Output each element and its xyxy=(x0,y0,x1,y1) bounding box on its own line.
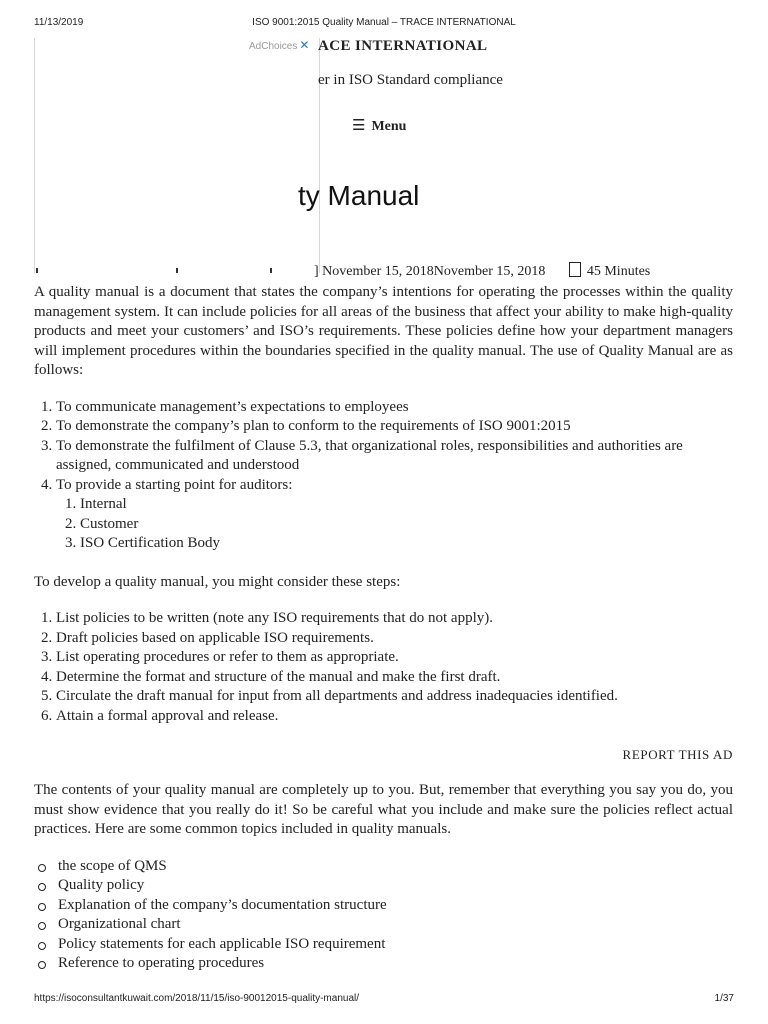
post-meta xyxy=(314,262,650,280)
list-item: Policy statements for each applicable ISO requirement xyxy=(34,935,733,955)
list-item: 2. To demonstrate the company’s plan to conform to the requirements of ISO 9001:2015 xyxy=(56,417,733,437)
list-item: Organizational chart xyxy=(34,915,733,935)
topics-list xyxy=(34,857,733,974)
list-item: 6. Attain a formal approval and release. xyxy=(56,707,733,727)
meta-author-fragment xyxy=(34,267,274,273)
uses-list xyxy=(34,398,733,554)
intro-paragraph: A quality manual is a document that states the company’s intentions for operating the processes within the quality management system. It can include policies for all areas of the business that affect your ability to make high-quality products and meet your customers’ and ISO’s requirements. These policies define how your department managers will implement procedures within the boundaries specified in the quality manual. The use of Quality Manual are as follows: xyxy=(34,284,733,378)
steps-list xyxy=(34,609,733,726)
steps-intro: To develop a quality manual, you might consider these steps: xyxy=(34,573,401,590)
list-item xyxy=(56,476,733,554)
list-item: 3. To demonstrate the fulfilment of Clause 5.3, that organizational roles, responsibilities and authorities are assigned, communicated and understood xyxy=(56,437,733,476)
list-item: 2. Customer xyxy=(80,515,733,535)
print-date: 11/13/2019 xyxy=(34,17,84,28)
site-name[interactable]: ACE INTERNATIONAL xyxy=(318,38,488,54)
list-item: 5. Circulate the draft manual for input from all departments and address inadequacies identified. xyxy=(56,687,733,707)
list-item: Reference to operating procedures xyxy=(34,954,733,974)
print-page-title: ISO 9001:2015 Quality Manual – TRACE INTERNATIONAL xyxy=(252,17,516,28)
site-tagline: er in ISO Standard compliance xyxy=(318,72,503,88)
article-content xyxy=(34,283,733,974)
list-item: Quality policy xyxy=(34,876,733,896)
list-item: 1. List policies to be written (note any ISO requirements that do not apply). xyxy=(56,609,733,629)
post-title: ty Manual xyxy=(298,180,420,211)
list-item: the scope of QMS xyxy=(34,857,733,877)
close-icon[interactable]: ✕ xyxy=(299,38,310,52)
list-item-text: To provide a starting point for auditors: xyxy=(56,476,293,493)
clock-icon xyxy=(569,262,581,277)
list-item: 3. ISO Certification Body xyxy=(80,534,733,554)
contents-paragraph: The contents of your quality manual are completely up to you. But, remember that everything you say you do, you must show evidence that you really do it! So be careful what you include and make sure the policies reflect actual practices. Here are some common topics included in quality manuals. xyxy=(34,782,733,837)
report-ad-link[interactable]: REPORT THIS AD xyxy=(622,747,733,762)
auditors-list xyxy=(56,495,733,554)
menu-label: Menu xyxy=(371,119,407,134)
ad-frame[interactable] xyxy=(34,38,320,273)
list-item: 1. Internal xyxy=(80,495,733,515)
list-item: 1. To communicate management’s expectations to employees xyxy=(56,398,733,418)
reading-time: 45 Minutes xyxy=(586,264,651,279)
hamburger-icon: ☰ xyxy=(352,118,366,134)
list-item: Explanation of the company’s documentation structure xyxy=(34,896,733,916)
list-item: 2. Draft policies based on applicable ISO requirements. xyxy=(56,629,733,649)
meta-bracket: ] xyxy=(314,264,319,279)
adchoices-label: AdChoices xyxy=(249,41,298,52)
post-dates[interactable]: November 15, 2018November 15, 2018 xyxy=(322,264,546,279)
list-item: 3. List operating procedures or refer to them as appropriate. xyxy=(56,648,733,668)
menu-button[interactable] xyxy=(352,116,406,135)
adchoices-badge[interactable] xyxy=(249,38,309,52)
print-url: https://isoconsultantkuwait.com/2018/11/15/iso-90012015-quality-manual/ xyxy=(34,993,360,1004)
page-number: 1/37 xyxy=(714,993,734,1004)
list-item: 4. Determine the format and structure of the manual and make the first draft. xyxy=(56,668,733,688)
